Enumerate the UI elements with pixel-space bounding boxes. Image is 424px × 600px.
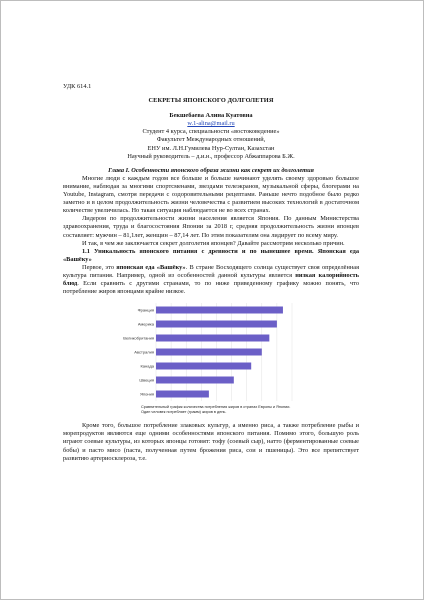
paper-title: СЕКРЕТЫ ЯПОНСКОГО ДОЛГОЛЕТИЯ bbox=[148, 97, 274, 105]
author-name: Бекшебаева Алина Куатовна bbox=[169, 112, 253, 120]
paragraph-diet: Кроме того, большое потребление злаковых культур, а именно риса, а также потребление рыбы и морепродуктов являются еще одними особенностями японского питания. Помимо этого, большую роль играют соевые культуры, из которых японцы готовят: тофу (соевый сыр), натто (ферментированные соевые бобы) и пасто мисо (паста, полученная путем брожения риса, сои и пшеницы). Это все препятствует развитию артериосклероза, т.е. bbox=[63, 422, 359, 462]
text-run: Первое, это bbox=[82, 263, 117, 271]
chart-bar bbox=[156, 321, 277, 328]
chart-category-label: Великобритания bbox=[123, 335, 154, 341]
chart-bar bbox=[156, 377, 234, 384]
chart-bar bbox=[156, 349, 262, 356]
paragraph-washoku bbox=[63, 264, 359, 296]
affiliation-line: Научный руководитель – д.и.н., профессор Абжаппарова Б.Ж. bbox=[127, 152, 295, 160]
subsection-heading: 1.1 Уникальность японского питания с древности и по нынешнее время. Японская еда «Вашёку» bbox=[63, 247, 359, 263]
document-body bbox=[63, 83, 359, 463]
fat-consumption-chart bbox=[120, 299, 300, 419]
paragraph-leader: Лидером по продолжительности жизни населения является Япония. По данным Министерства здравоохранения, труда и благосостояния Японии за 2018 г, средняя продолжительность жизни японцев составляет: мужчин – 81,1лет, женщин – 87,14 лет. По этим показателям она лидирует по всему миру. bbox=[63, 215, 359, 239]
chart-bar bbox=[156, 307, 283, 314]
bold-term: низкая калорийность блюд bbox=[63, 271, 360, 288]
chart-category-label: Америка bbox=[137, 321, 154, 327]
chart-bar bbox=[156, 363, 251, 370]
chart-caption: Сравнительный график количества потребления жиров в странах Европы и Японии. Один человек потребляет (грамм) жиров в день. bbox=[141, 405, 291, 415]
chart-category-label: Франция bbox=[137, 307, 154, 313]
text-run: . В стране Восходящего солнца существует своя определённая культура питания. Например, одной из особенностей данной культуры является bbox=[63, 263, 359, 279]
text-run: . Если сравнить с другими странами, то по ниже приведенному графику можно понять, что потребление жиров японцами крайне низкое. bbox=[63, 280, 359, 296]
chart-category-label: Швеция bbox=[139, 377, 154, 383]
bar-chart-svg bbox=[120, 299, 300, 405]
affiliation-line: ЕНУ им. Л.Н.Гумилева Нур-Султан, Казахстан bbox=[147, 144, 275, 152]
affiliation-line: Студент 4 курса, специальности «востоковедение» bbox=[142, 128, 280, 136]
chart-bar bbox=[156, 391, 209, 398]
udk-code: УДК 614.1 bbox=[63, 83, 92, 90]
paragraph-intro: Многие люди с каждым годом все больше и больше начинают уделять своему здоровью большое внимание, наблюдая за многими спортсменами, звездами телеэкранов, музыкальной сферы, блогерами на Youtube, Instagram, смотря передачи с оздоровительными рецептами. Раньше нечто подобное было редко заметно и в целом продолжительность жизни человечества с развитием высоких технологий в достаточном количестве увеличилась. Но такая ситуация наблюдается не во всех странах. bbox=[63, 174, 359, 215]
author-email-link[interactable]: w.1-alina@mail.ru bbox=[187, 120, 235, 128]
chapter-heading: Глава I. Особенности японского образа жизни как секрет их долголетия bbox=[108, 166, 314, 174]
chart-category-label: Канада bbox=[140, 363, 154, 369]
chart-category-label: Австралия bbox=[134, 349, 154, 355]
paragraph-question: И так, в чем же заключается секрет долголетия японцев? Давайте рассмотрим несколько причин. bbox=[82, 239, 345, 247]
chart-category-label: Япония bbox=[140, 391, 154, 397]
affiliation-line: Факультет Международных отношений, bbox=[156, 136, 266, 144]
bold-term: японская еда «Вашёку» bbox=[116, 263, 186, 271]
chart-bar bbox=[156, 335, 269, 342]
